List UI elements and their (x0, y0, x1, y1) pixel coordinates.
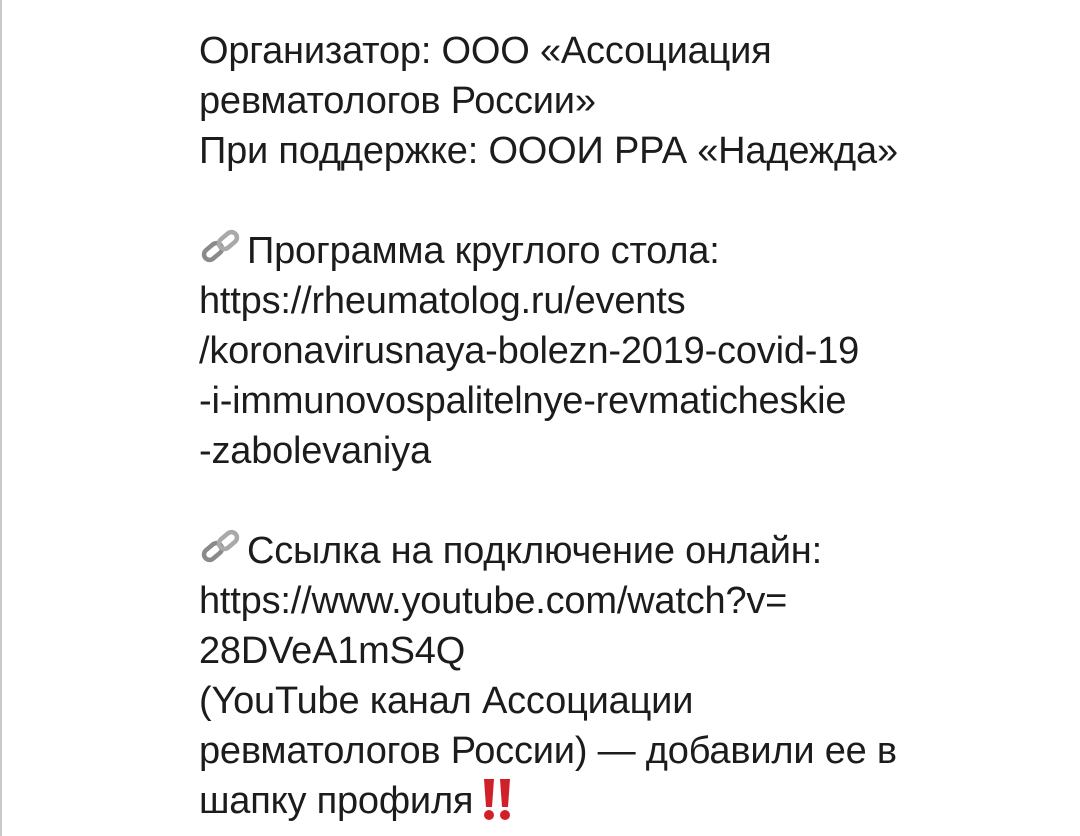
youtube-url-line-2[interactable]: 28DVeA1mS4Q (199, 630, 466, 672)
organizer-line-2: ревматологов России» (199, 80, 596, 122)
program-url-line-4[interactable]: -zabolevaniya (199, 430, 431, 472)
program-url-line-3[interactable]: -i-immunovospalitelnye-revmaticheskie (199, 380, 847, 422)
youtube-note-line-2: ревматологов России) — добавили ее в (199, 730, 897, 772)
program-url-line-2[interactable]: /koronavirusnaya-bolezn-2019-covid-19 (199, 330, 860, 372)
support-line: При поддержке: ОООИ РРА «Надежда» (199, 130, 898, 172)
spacer (199, 476, 1059, 526)
organizer-line-1: Организатор: ООО «Ассоциация (199, 30, 772, 72)
online-label: Ссылка на подключение онлайн: (247, 530, 822, 572)
double-exclamation-icon (481, 777, 515, 821)
youtube-note-text: шапку профиля (199, 780, 474, 822)
youtube-note-line-3 (199, 776, 1059, 826)
spacer (199, 176, 1059, 226)
post-text (199, 26, 1059, 826)
program-url-line-1[interactable]: https://rheumatolog.ru/events (199, 280, 686, 322)
program-label: Программа круглого стола: (247, 230, 720, 272)
program-heading (199, 226, 1059, 276)
link-icon (199, 529, 245, 567)
youtube-url-line-1[interactable]: https://www.youtube.com/watch?v= (199, 580, 788, 622)
link-icon (199, 229, 245, 267)
online-heading (199, 526, 1059, 576)
youtube-note-line-1: (YouTube канал Ассоциации (199, 680, 694, 722)
